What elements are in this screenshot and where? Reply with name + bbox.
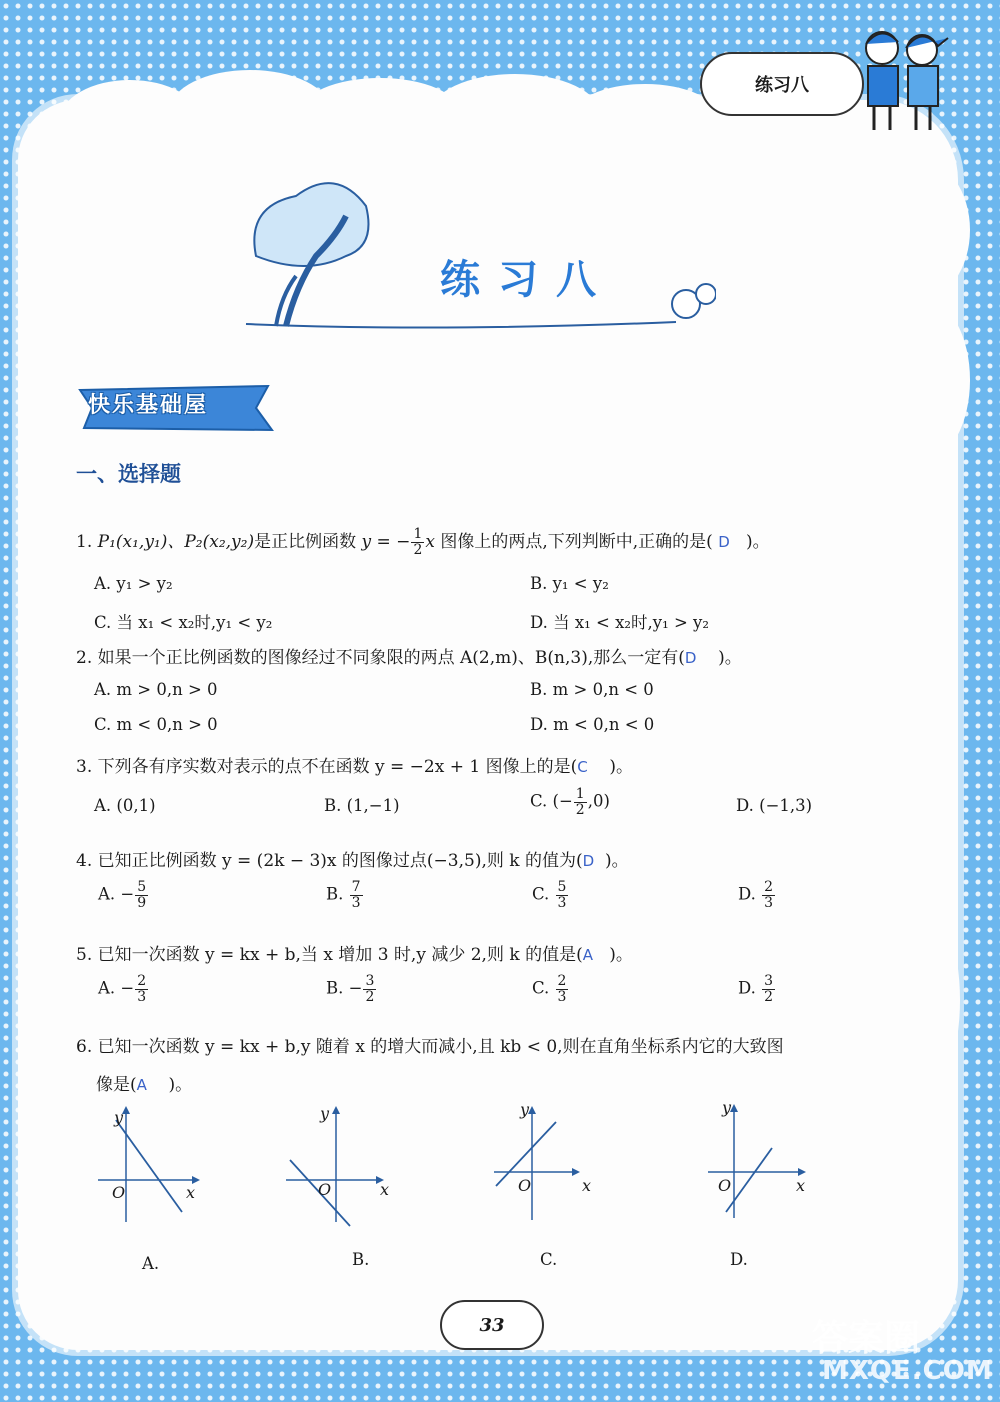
graph-option-b: B. (352, 1250, 370, 1269)
graph-a (96, 1104, 206, 1229)
option-5c: C. $\frac{2}{3}$ (532, 973, 567, 1005)
option-2a: A. m > 0,n > 0 (94, 680, 218, 699)
graph-option-d: D. (730, 1250, 748, 1269)
axis-label-x: x (582, 1176, 592, 1195)
watermark-logo: 答案圈 (812, 1318, 921, 1359)
option-3d: D. (−1,3) (736, 796, 813, 815)
fraction: $\frac{1}{2}$ (575, 786, 585, 818)
option-2d: D. m < 0,n < 0 (530, 715, 655, 734)
answer-mark: D (718, 533, 730, 551)
question-6: 6. 已知一次函数 y = kx + b,y 随着 x 的增大而减小,且 kb < 0,则在直角坐标系内它的大致图 (76, 1037, 784, 1057)
page-title: 练习八 (440, 257, 614, 303)
question-5: 5. 已知一次函数 y = kx + b,当 x 增加 3 时,y 减少 2,则 k 的值是(A )。 (76, 945, 633, 965)
axis-label-origin: O (718, 1176, 732, 1195)
option-1b: B. y₁ < y₂ (530, 574, 609, 593)
question-1: 1. P₁(x₁,y₁)、P₂(x₂,y₂)是正比例函数 y = − $\frac{1}{2}$ x 图像上的两点,下列判断中,正确的是( D )。 (76, 526, 770, 558)
cloud-edge (570, 84, 720, 154)
option-4b: B. $\frac{7}{3}$ (326, 879, 361, 911)
header-label: 练习八 (700, 52, 864, 116)
question-2: 2. 如果一个正比例函数的图像经过不同象限的两点 A(2,m)、B(n,3),那么一定有(D )。 (76, 648, 742, 668)
answer-mark: A (136, 1076, 147, 1094)
question-3: 3. 下列各有序实数对表示的点不在函数 y = −2x + 1 图像上的是(C )。 (76, 757, 633, 777)
question-6-line2: 像是(A )。 (96, 1075, 193, 1095)
answer-mark: A (582, 946, 593, 964)
option-3a: A. (0,1) (94, 796, 156, 815)
banner-label: 快乐基础屋 (88, 393, 209, 418)
axis-label-y: y (320, 1104, 330, 1123)
axis-label-origin: O (112, 1183, 126, 1202)
option-4c: C. $\frac{5}{3}$ (532, 879, 567, 911)
axis-label-y: y (722, 1098, 732, 1117)
graph-d (706, 1100, 816, 1225)
answer-mark: D (684, 649, 697, 667)
axis-label-origin: O (518, 1176, 532, 1195)
cloud-edge (880, 300, 970, 460)
axis-label-y: y (114, 1108, 124, 1127)
cloud-edge (870, 160, 970, 300)
option-3c: C. (− $\frac{1}{2}$ ,0) (530, 786, 610, 818)
watermark-url: MXQE.COM (822, 1356, 993, 1386)
option-4d: D. $\frac{2}{3}$ (738, 879, 774, 911)
option-2b: B. m > 0,n < 0 (530, 680, 654, 699)
graph-b (284, 1104, 394, 1229)
option-4a: A. − $\frac{5}{9}$ (98, 879, 147, 911)
graph-option-c: C. (540, 1250, 558, 1269)
cloud-edge (100, 1280, 300, 1340)
section-heading: 一、选择题 (76, 462, 181, 486)
option-3b: B. (1,−1) (324, 796, 400, 815)
axis-label-x: x (796, 1176, 806, 1195)
option-1a: A. y₁ > y₂ (94, 574, 173, 593)
option-1d: D. 当 x₁ < x₂时,y₁ > y₂ (530, 613, 709, 632)
option-5d: D. $\frac{3}{2}$ (738, 973, 774, 1005)
page-number: 33 (440, 1300, 544, 1350)
axis-label-x: x (186, 1183, 196, 1202)
cloud-edge (600, 1284, 800, 1340)
cloud-edge (880, 900, 960, 1100)
graph-c (492, 1102, 602, 1227)
question-4: 4. 已知正比例函数 y = (2k − 3)x 的图像过点(−3,5),则 k 的值为(D )。 (76, 851, 629, 871)
axis-label-x: x (380, 1180, 390, 1199)
option-2c: C. m < 0,n > 0 (94, 715, 218, 734)
fraction: $\frac{1}{2}$ (413, 526, 423, 558)
axis-label-origin: O (318, 1180, 332, 1199)
kids-illustration-icon (850, 20, 960, 140)
option-5a: A. − $\frac{2}{3}$ (98, 973, 147, 1005)
axis-label-y: y (520, 1100, 530, 1119)
option-1c: C. 当 x₁ < x₂时,y₁ < y₂ (94, 613, 273, 632)
graph-option-a: A. (142, 1254, 160, 1273)
answer-mark: C (577, 758, 588, 776)
answer-mark: D (582, 852, 595, 870)
option-5b: B. − $\frac{3}{2}$ (326, 973, 375, 1005)
